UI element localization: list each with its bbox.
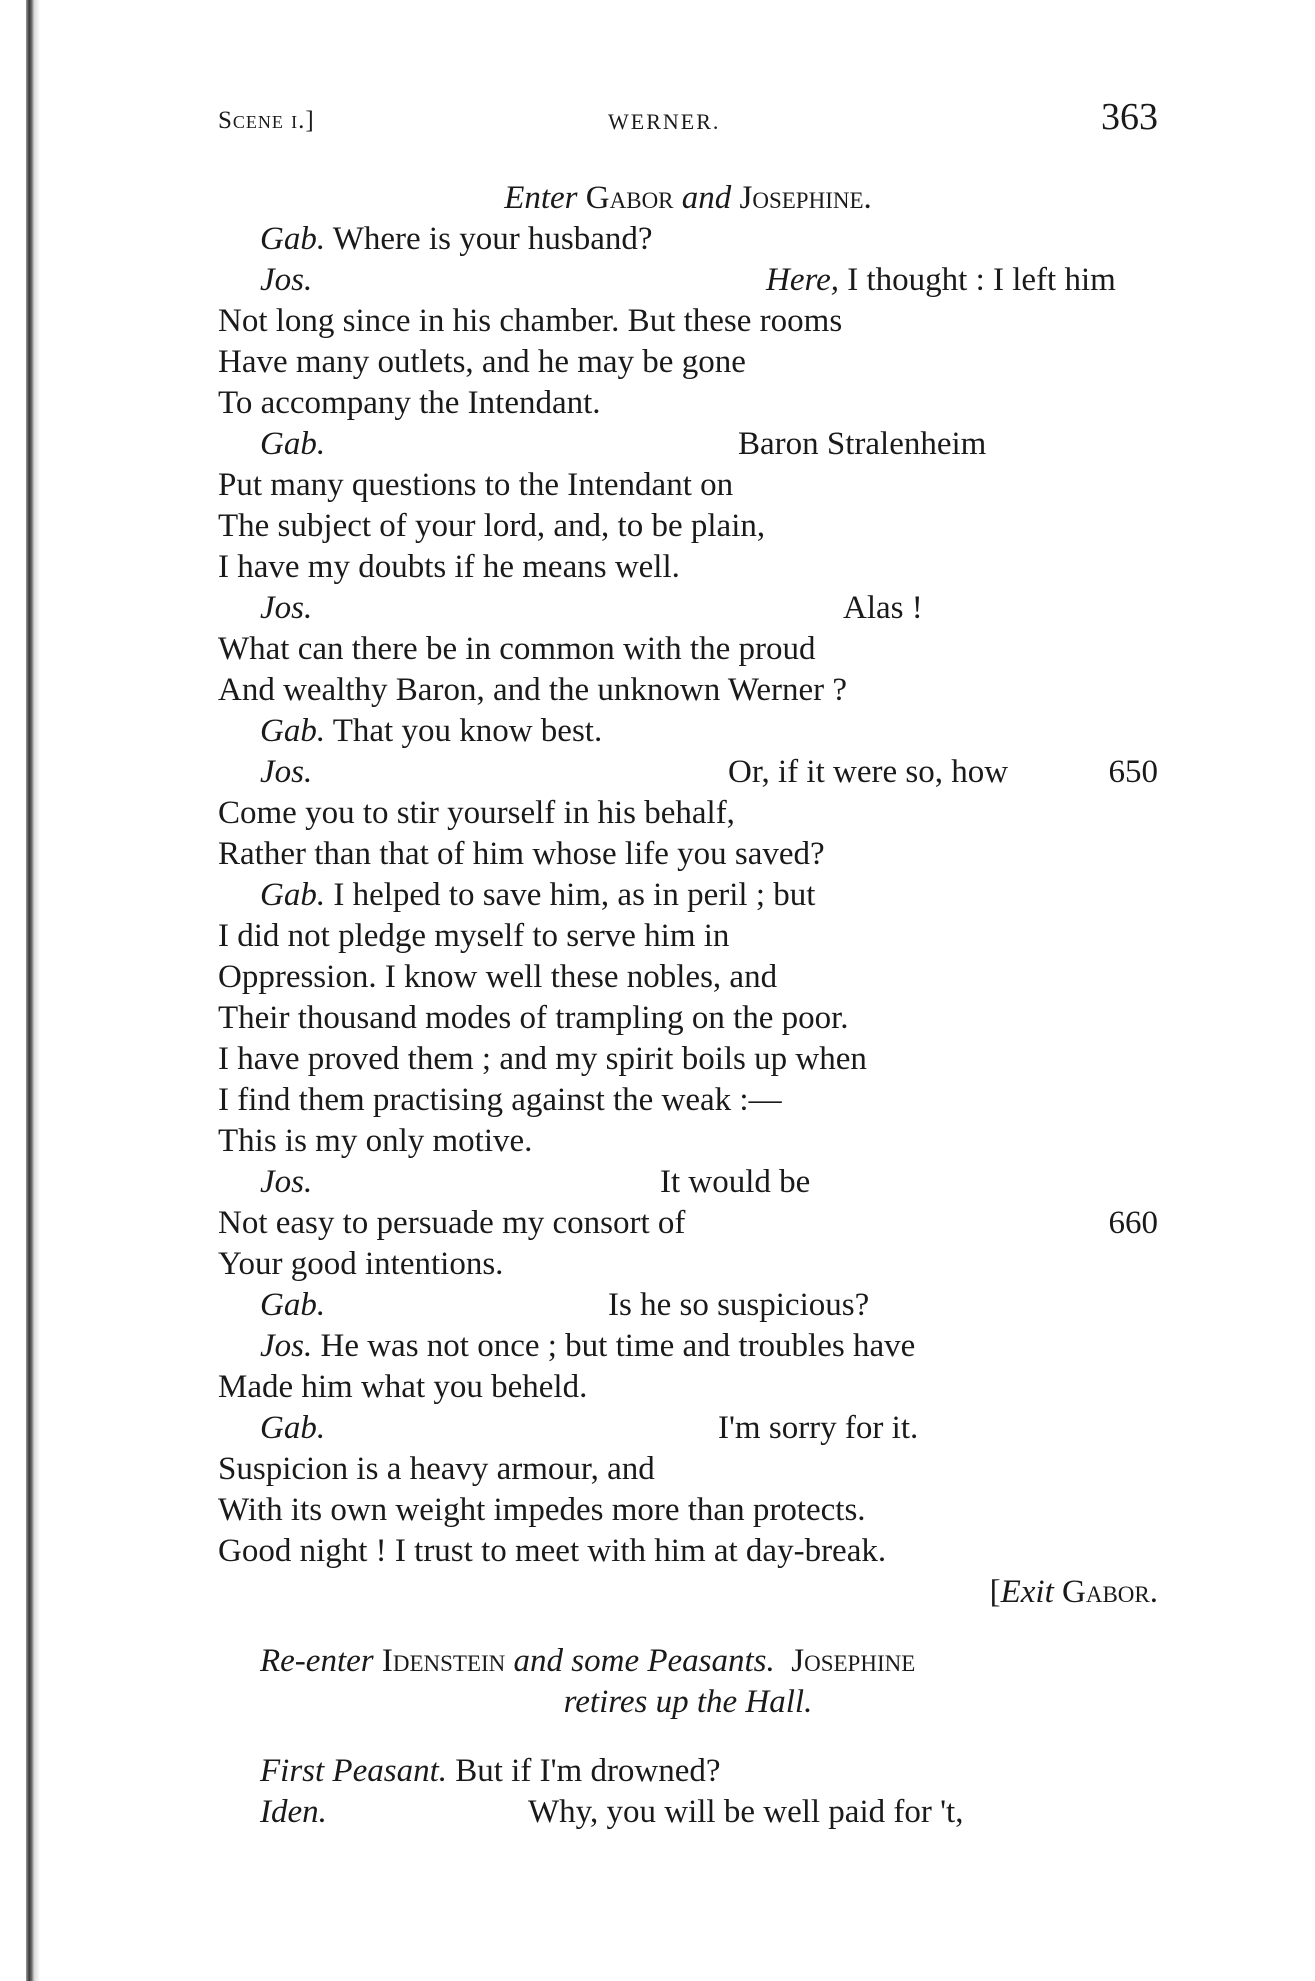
verse-line: I have my doubts if he means well.	[218, 549, 680, 585]
verse-line: And wealthy Baron, and the unknown Werner ?	[218, 672, 848, 708]
verse-line: Come you to stir yourself in his behalf,	[218, 795, 735, 831]
verse-line: I find them practising against the weak :—	[218, 1082, 782, 1118]
verse-line: Their thousand modes of trampling on the poor.	[218, 1000, 849, 1036]
verse-line: Gab. That you know best.	[260, 713, 603, 749]
speaker: Gab.	[260, 426, 326, 462]
stage-direction-reenter: Re-enter Idenstein and some Peasants. Josephine	[260, 1643, 916, 1679]
speaker: Gab.	[260, 1410, 326, 1446]
verse-line: Jos. It would be	[260, 1164, 811, 1200]
page-body	[218, 178, 1158, 1833]
stage-direction-reenter-cont: retires up the Hall.	[563, 1684, 813, 1720]
verse-line: Jos. He was not once ; but time and troubles have	[260, 1328, 916, 1364]
verse-line: Made him what you beheld.	[218, 1369, 588, 1405]
speaker: Jos.	[260, 262, 313, 298]
verse-line: I have proved them ; and my spirit boils up when	[218, 1041, 867, 1077]
book-spine-edge	[26, 0, 34, 1981]
line-number: 660	[1108, 1205, 1158, 1241]
verse-line: Gab. Where is your husband?	[260, 221, 653, 257]
verse-line: Jos. Or, if it were so, how 650	[218, 752, 1158, 793]
verse-line: Gab. I helped to save him, as in peril ; but	[260, 877, 816, 913]
speaker: Jos.	[260, 590, 313, 626]
verse-line: With its own weight impedes more than protects.	[218, 1492, 866, 1528]
verse-line: To accompany the Intendant.	[218, 385, 601, 421]
verse-line: Not easy to persuade my consort of 660	[218, 1203, 1158, 1244]
verse-line: Not long since in his chamber. But these rooms	[218, 303, 843, 339]
verse-line: Iden. Why, you will be well paid for 't,	[260, 1794, 964, 1830]
verse-line: Your good intentions.	[218, 1246, 504, 1282]
verse-line: Good night ! I trust to meet with him at day-break.	[218, 1533, 887, 1569]
verse-line: Gab. Baron Stralenheim	[260, 426, 987, 462]
verse-line: Put many questions to the Intendant on	[218, 467, 734, 503]
running-header	[218, 95, 1158, 147]
spacer	[218, 1613, 1158, 1641]
speaker: Jos.	[260, 754, 313, 790]
verse-line: I did not pledge myself to serve him in	[218, 918, 730, 954]
page-number: 363	[1101, 96, 1158, 138]
stage-direction-exit: [Exit Gabor.	[989, 1574, 1158, 1610]
line-number: 650	[1108, 754, 1158, 790]
speaker: Gab.	[260, 713, 326, 749]
spacer	[218, 1723, 1158, 1751]
spine-shadow	[34, 0, 40, 1981]
verse-line: Jos. Alas !	[260, 590, 923, 626]
verse-line: Oppression. I know well these nobles, and	[218, 959, 778, 995]
scene-label: Scene i.]	[218, 107, 315, 134]
speaker: First Peasant.	[260, 1753, 447, 1789]
speaker: Gab.	[260, 877, 326, 913]
play-title: WERNER.	[608, 109, 721, 134]
verse-line: Jos. Here, I thought : I left him	[260, 262, 1116, 298]
verse-line: Gab. Is he so suspicious?	[260, 1287, 870, 1323]
verse-line: First Peasant. But if I'm drowned?	[260, 1753, 721, 1789]
verse-line: This is my only motive.	[218, 1123, 533, 1159]
verse-line: The subject of your lord, and, to be plain,	[218, 508, 766, 544]
speaker: Iden.	[260, 1794, 327, 1830]
speaker: Jos.	[260, 1328, 313, 1364]
verse-line: Rather than that of him whose life you saved?	[218, 836, 825, 872]
stage-direction-enter: Enter Gabor and Josephine.	[504, 180, 872, 216]
verse-line: Have many outlets, and he may be gone	[218, 344, 746, 380]
speaker: Jos.	[260, 1164, 313, 1200]
verse-line: Gab. I'm sorry for it.	[260, 1410, 919, 1446]
speaker: Gab.	[260, 221, 326, 257]
speaker: Gab.	[260, 1287, 326, 1323]
verse-line: Suspicion is a heavy armour, and	[218, 1451, 655, 1487]
verse-line: What can there be in common with the proud	[218, 631, 816, 667]
